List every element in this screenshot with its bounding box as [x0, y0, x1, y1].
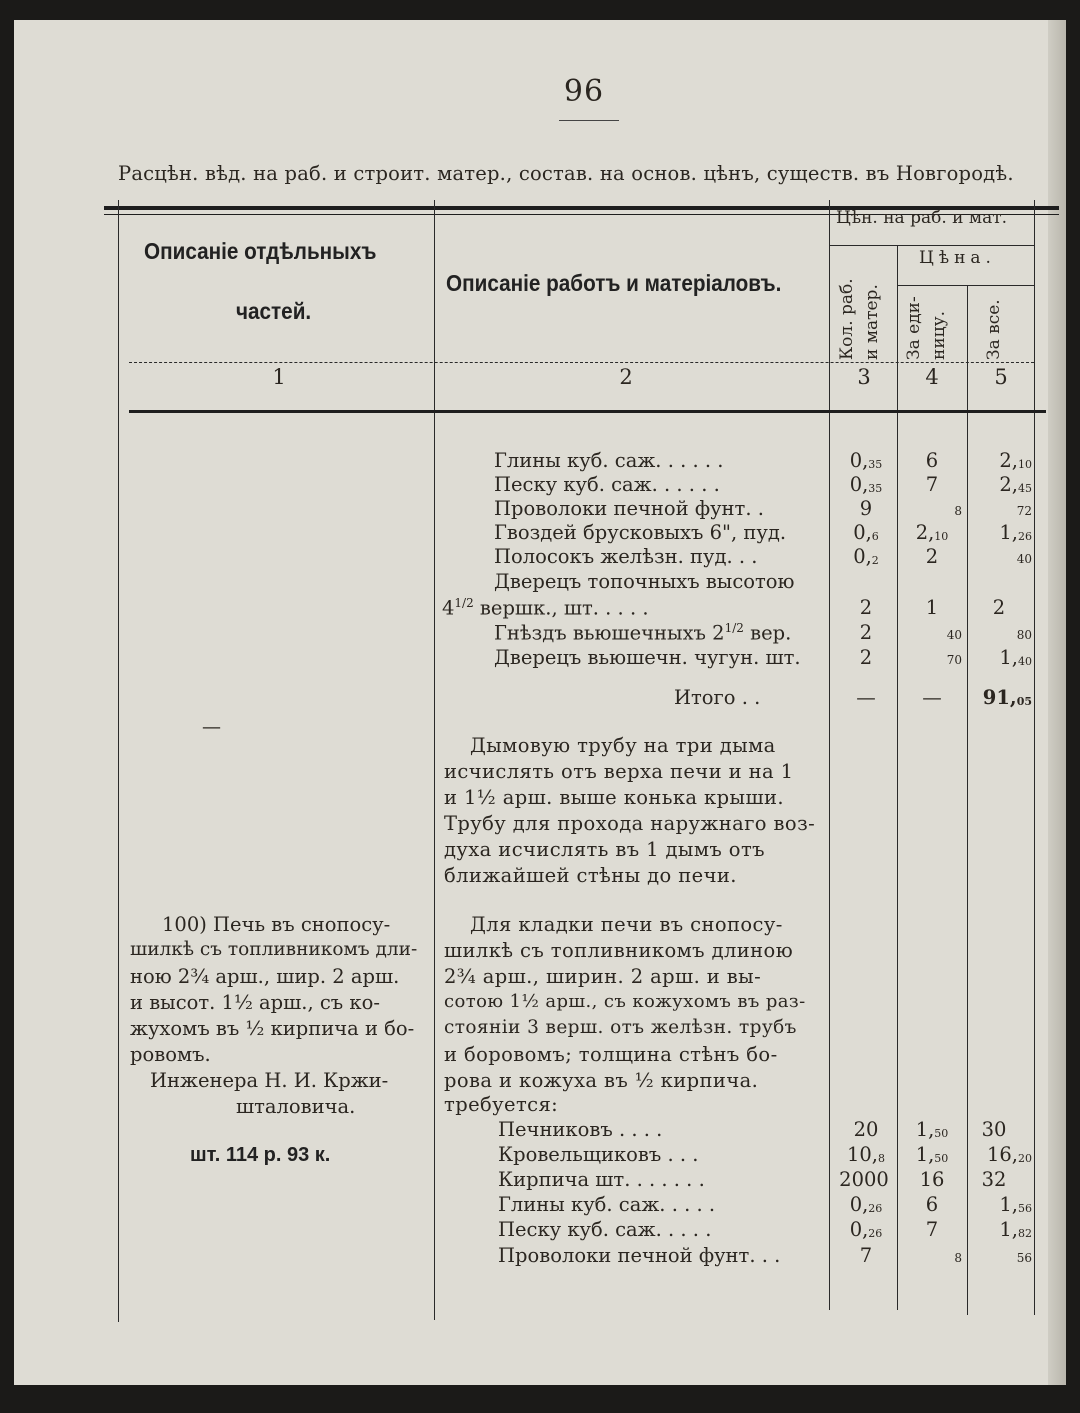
item-line: ною 2¾ арш., шир. 2 арш.	[130, 965, 400, 988]
left-margin-dash: —	[202, 716, 221, 738]
col5-title: За все.	[984, 299, 1004, 360]
paragraph-line: духа исчислять въ 1 дымъ отъ	[444, 838, 765, 861]
total-label: Итого . .	[674, 686, 761, 709]
material-row-qty: $0,_{26}$	[849, 1218, 883, 1241]
material-row-qty: 20	[853, 1118, 879, 1141]
material-row-unit: 7	[925, 473, 939, 496]
material-row-qty: $0,_{35}$	[849, 473, 883, 496]
material-row-unit: $2,_{10}$	[915, 521, 949, 544]
item-line: жухомъ въ ½ кирпича и бо-	[130, 1017, 415, 1040]
material-row-total: $2,_{45}$	[999, 473, 1032, 496]
item-line: 100) Печь въ снопосу-	[162, 913, 391, 936]
page-number-rule	[559, 120, 619, 121]
material-row-total: $2,_{10}$	[999, 449, 1032, 472]
material-row-unit: 70	[946, 653, 962, 667]
col4-divider	[967, 285, 968, 1315]
paragraph-line: требуется:	[444, 1093, 559, 1116]
table-left-border	[118, 200, 119, 1322]
material-row-desc: Глины куб. саж. . . . .	[498, 1193, 716, 1216]
col5-number: 5	[994, 365, 1008, 389]
material-row-qty: 2000	[839, 1168, 889, 1191]
material-row-desc: Дверецъ топочныхъ высотою	[494, 570, 795, 593]
paragraph-line: Для кладки печи въ снопосу-	[470, 913, 783, 936]
item-line: и высот. 1½ арш., съ ко-	[130, 991, 380, 1014]
material-row-desc: Кирпича шт. . . . . . .	[498, 1168, 705, 1191]
col3-title-line2: и матер.	[862, 284, 882, 360]
paragraph-line: рова и кожуха въ ½ кирпича.	[444, 1069, 759, 1092]
material-row-unit: 1	[925, 596, 939, 619]
material-row-unit: 7	[925, 1218, 939, 1241]
material-row-unit: 6	[925, 1193, 939, 1216]
material-row-qty: $10,_8$	[846, 1143, 885, 1166]
item-line: ровомъ.	[130, 1043, 211, 1066]
running-header: Расцѣн. вѣд. на раб. и строит. матер., состав. на основ. цѣнъ, существ. въ Новгородѣ.	[118, 162, 1014, 185]
material-row-qty: 2	[859, 596, 873, 619]
total-qty-dash: —	[856, 686, 876, 709]
material-row-desc: Гвоздей брусковыхъ 6", пуд.	[494, 521, 787, 544]
material-row-total: $1,_{26}$	[999, 521, 1032, 544]
page-spine-shadow	[1048, 20, 1066, 1385]
group-title: Цѣн. на раб. и мат.	[836, 208, 1008, 228]
material-row-qty: $0,_{26}$	[849, 1193, 883, 1216]
paragraph-line: Трубу для прохода наружнаго воз-	[444, 812, 816, 835]
col4-title-line1: За еди-	[904, 296, 924, 360]
col4-number: 4	[925, 365, 939, 389]
material-row-total: 2	[992, 596, 1006, 619]
material-row-total: $16,_{20}$	[986, 1143, 1032, 1166]
material-row-desc: Печниковъ . . . .	[498, 1118, 663, 1141]
price-title: Цѣна.	[919, 248, 996, 268]
header-number-rule	[129, 362, 1034, 363]
col2-number: 2	[619, 365, 633, 389]
paragraph-line: и 1½ арш. выше конька крыши.	[444, 786, 784, 809]
group-header-rule	[829, 245, 1034, 246]
material-row-desc: Кровельщиковъ . . .	[498, 1143, 699, 1166]
col3-title-line1: Кол. раб.	[837, 278, 857, 360]
paragraph-line: стояніи 3 верш. отъ желѣзн. трубъ	[444, 1017, 797, 1038]
table-right-border	[1034, 200, 1035, 1315]
col1-title-line2: частей.	[236, 298, 312, 324]
material-row-desc: Дверецъ вьюшечн. чугун. шт.	[494, 646, 801, 669]
material-row-desc-cont: $4^{1/2}$ вершк., шт. . . . .	[442, 596, 649, 620]
material-row-unit: 8	[954, 1251, 962, 1265]
material-row-total: 80	[1016, 628, 1032, 642]
material-row-total: $1,_{40}$	[999, 646, 1032, 669]
book-page	[14, 20, 1066, 1385]
material-row-total: 32	[981, 1168, 1007, 1191]
material-row-qty: $0,_6$	[853, 521, 879, 544]
item-author-cont: шталовича.	[236, 1095, 356, 1118]
price-header-rule	[897, 285, 1034, 286]
header-bottom-rule	[129, 410, 1046, 413]
total-unit-dash: —	[922, 686, 942, 709]
paragraph-line: сотою 1½ арш., съ кожухомъ въ раз-	[444, 991, 806, 1012]
material-row-desc: Проволоки печной фунт. .	[494, 497, 764, 520]
item-100-price: шт. 114 р. 93 к.	[190, 1144, 331, 1166]
material-row-total: 40	[1016, 552, 1032, 566]
col3-number: 3	[857, 365, 871, 389]
material-row-unit: 2	[925, 545, 939, 568]
col3-divider	[897, 245, 898, 1310]
material-row-unit: 8	[954, 504, 962, 518]
paragraph-line: Дымовую трубу на три дыма	[470, 734, 776, 757]
col1-number: 1	[272, 365, 286, 389]
material-row-desc: Гнѣздъ вьюшечныхъ $2^{1/2}$ вер.	[494, 621, 792, 645]
material-row-total: 72	[1016, 504, 1032, 518]
material-row-unit: 16	[919, 1168, 945, 1191]
material-row-qty: 9	[859, 497, 873, 520]
col2-title: Описаніе работъ и матеріаловъ.	[446, 270, 782, 296]
paragraph-line: 2¾ арш., ширин. 2 арш. и вы-	[444, 965, 762, 988]
material-row-desc: Полосокъ желѣзн. пуд. . .	[494, 545, 758, 568]
material-row-desc: Проволоки печной фунт. . .	[498, 1244, 781, 1267]
material-row-qty: 2	[859, 621, 873, 644]
material-row-unit: $1,_{50}$	[915, 1118, 949, 1141]
col1-title-line1: Описаніе отдѣльныхъ	[144, 238, 377, 264]
col4-title-line2: ницу.	[929, 311, 949, 360]
material-row-desc: Глины куб. саж. . . . . .	[494, 449, 724, 472]
material-row-unit: 40	[946, 628, 962, 642]
material-row-unit: 6	[925, 449, 939, 472]
paragraph-line: исчислять отъ верха печи и на 1	[444, 760, 794, 783]
material-row-qty: $0,_{35}$	[849, 449, 883, 472]
col1-divider	[434, 200, 435, 1320]
paragraph-line: и боровомъ; толщина стѣнъ бо-	[444, 1043, 778, 1066]
material-row-qty: 2	[859, 646, 873, 669]
item-line: шилкѣ съ топливникомъ дли-	[130, 939, 418, 960]
material-row-total: $1,_{56}$	[999, 1193, 1032, 1216]
page-number: 96	[563, 74, 605, 109]
material-row-total: $1,_{82}$	[999, 1218, 1032, 1241]
material-row-unit: $1,_{50}$	[915, 1143, 949, 1166]
material-row-qty: $0,_2$	[853, 545, 879, 568]
material-row-total: 30	[981, 1118, 1007, 1141]
material-row-desc: Песку куб. саж. . . . . .	[494, 473, 720, 496]
material-row-qty: 7	[859, 1244, 873, 1267]
material-row-desc: Песку куб. саж. . . . .	[498, 1218, 712, 1241]
item-author: Инженера Н. И. Кржи-	[150, 1069, 389, 1092]
material-row-total: 56	[1016, 1251, 1032, 1265]
paragraph-line: шилкѣ съ топливникомъ длиною	[444, 939, 794, 962]
col2-divider	[829, 200, 830, 1310]
paragraph-line: ближайшей стѣны до печи.	[444, 864, 737, 887]
total-value: $91,_{05}$	[982, 686, 1032, 709]
